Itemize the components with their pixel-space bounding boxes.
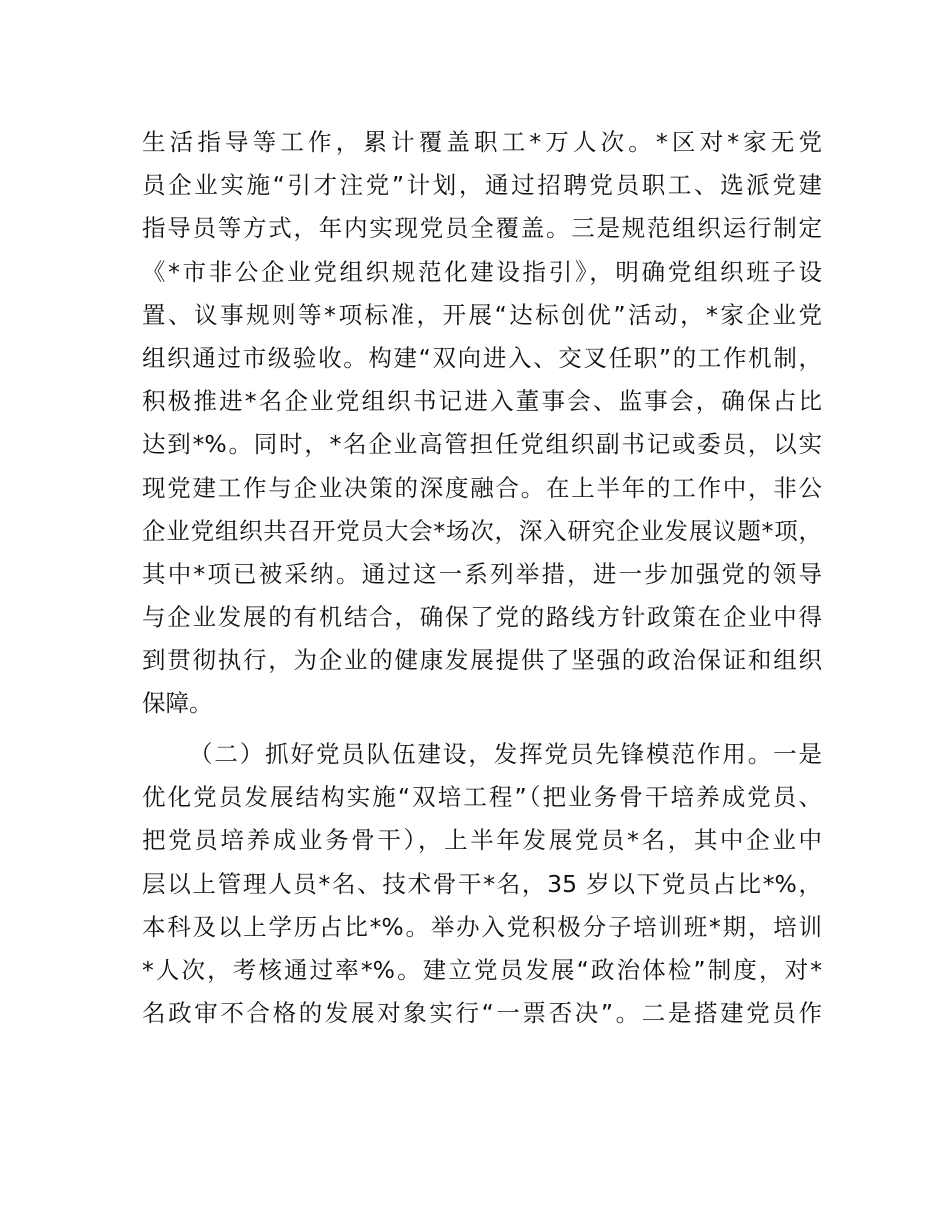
text-line: 指导员等方式，年内实现党员全覆盖。三是规范组织运行制定: [142, 214, 822, 243]
text-line: *人次，考核通过率*%。建立党员发展“政治体检”制度，对*: [142, 955, 822, 984]
text-line: 把党员培养成业务骨干），上半年发展党员*名，其中企业中: [142, 826, 822, 855]
text-line: 企业党组织共召开党员大会*场次，深入研究企业发展议题*项，: [142, 516, 822, 545]
text-line: 现党建工作与企业决策的深度融合。在上半年的工作中，非公: [142, 473, 822, 502]
text-line: 生活指导等工作，累计覆盖职工*万人次。*区对*家无党: [142, 128, 822, 156]
text-line: 到贯彻执行，为企业的健康发展提供了坚强的政治保证和组织: [142, 646, 822, 675]
text-line: 达到*%。同时，*名企业高管担任党组织副书记或委员，以实: [142, 430, 822, 459]
text-line: 与企业发展的有机结合，确保了党的路线方针政策在企业中得: [142, 603, 822, 632]
text-line: 《*市非公企业党组织规范化建设指引》，明确党组织班子设: [142, 257, 822, 286]
text-line: 名政审不合格的发展对象实行“一票否决”。二是搭建党员作: [142, 999, 822, 1028]
text-line: 优化党员发展结构实施“双培工程”（把业务骨干培养成党员、: [142, 783, 822, 812]
text-line: （二）抓好党员队伍建设，发挥党员先锋模范作用。一是: [189, 740, 822, 768]
text-line: 员企业实施“引才注党”计划，通过招聘党员职工、选派党建: [142, 171, 822, 200]
text-line: 置、议事规则等*项标准，开展“达标创优”活动，*家企业党: [142, 300, 822, 329]
paragraph-1: [142, 121, 822, 726]
text-line: 组织通过市级验收。构建“双向进入、交叉任职”的工作机制，: [142, 343, 822, 372]
text-line: 保障。: [142, 689, 213, 718]
paragraph-2: [142, 733, 822, 1035]
text-line: 本科及以上学历占比*%。举办入党积极分子培训班*期，培训: [142, 912, 822, 941]
text-line: 积极推进*名企业党组织书记进入董事会、监事会，确保占比: [142, 387, 822, 416]
text-line: 层以上管理人员*名、技术骨干*名，35 岁以下党员占比*%，: [142, 869, 822, 898]
text-line: 其中*项已被采纳。通过这一系列举措，进一步加强党的领导: [142, 559, 822, 588]
